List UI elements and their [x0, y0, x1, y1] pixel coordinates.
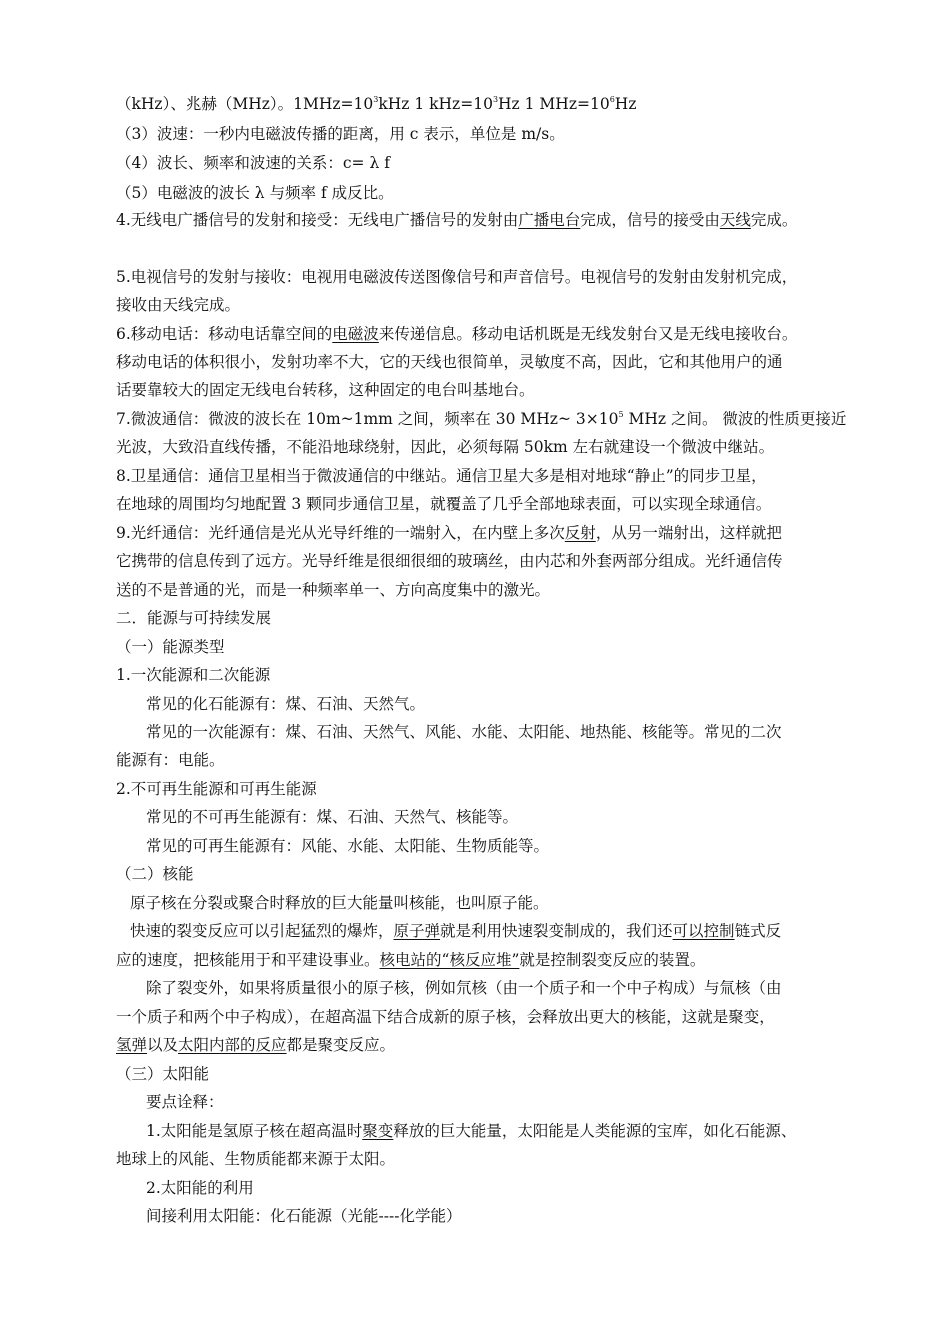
text-line: 氢弹以及太阳内部的反应都是聚变反应。 [116, 1036, 396, 1054]
text-line: 在地球的周围均匀地配置 3 颗同步通信卫星，就覆盖了几乎全部地球表面，可以实现全球通信。 [116, 495, 772, 513]
subsection-heading: （二）核能 [116, 865, 194, 883]
subsection-heading: （一）能源类型 [116, 638, 225, 656]
text-line: 8.卫星通信：通信卫星相当于微波通信的中继站。通信卫星大多是相对地球“静止”的同步卫星， [116, 467, 767, 485]
text-line: （3）波速：一秒内电磁波传播的距离，用 c 表示，单位是 m/s。 [116, 125, 565, 143]
unit-conversion-line: （kHz）、兆赫（MHz）。$1MHz=10^3kHz$ 1 $kHz=10^3Hz$ 1 $MHz=10^6Hz$ [116, 95, 637, 113]
text-line: 2.不可再生能源和可再生能源 [116, 780, 317, 798]
text-line: 常见的不可再生能源有：煤、石油、天然气、核能等。 [146, 808, 519, 826]
text-line: 常见的化石能源有：煤、石油、天然气。 [146, 695, 426, 713]
text-line: 原子核在分裂或聚合时释放的巨大能量叫核能，也叫原子能。 [130, 894, 549, 912]
text-line: 应的速度，把核能用于和平建设事业。核电站的“核反应堆”就是控制裂变反应的装置。 [116, 951, 706, 969]
text-line: 送的不是普通的光，而是一种频率单一、方向高度集中的激光。 [116, 581, 551, 599]
text-line: 地球上的风能、生物质能都来源于太阳。 [116, 1150, 396, 1168]
text-line: 6.移动电话：移动电话靠空间的电磁波来传递信息。移动电话机既是无线发射台又是无线电接收台。 [116, 325, 798, 343]
text-line: 话要靠较大的固定无线电台转移，这种固定的电台叫基地台。 [116, 381, 535, 399]
text-line: 一个质子和两个中子构成），在超高温下结合成新的原子核，会释放出更大的核能，这就是聚变， [116, 1008, 775, 1026]
text-line: 快速的裂变反应可以引起猛烈的爆炸，原子弹就是利用快速裂变制成的，我们还可以控制链式反 [130, 922, 782, 940]
section-heading: 二．能源与可持续发展 [116, 609, 272, 627]
text-line: 9.光纤通信：光纤通信是光从光导纤维的一端射入，在内壁上多次反射，从另一端射出，这样就把 [116, 524, 782, 542]
text-line: 移动电话的体积很小，发射功率不大，它的天线也很简单，灵敏度不高，因此，它和其他用户的通 [116, 353, 783, 371]
text-line: 5.电视信号的发射与接收：电视用电磁波传送图像信号和声音信号。电视信号的发射由发射机完成， [116, 268, 798, 286]
text-line: 常见的一次能源有：煤、石油、天然气、风能、水能、太阳能、地热能、核能等。常见的二次 [146, 723, 782, 741]
text-line: 接收由天线完成。 [116, 296, 241, 314]
text-line: 除了裂变外，如果将质量很小的原子核，例如氘核（由一个质子和一个中子构成）与氚核（由 [146, 979, 782, 997]
text-line: （5）电磁波的波长 λ 与频率 f 成反比。 [116, 184, 394, 202]
text-line: 间接利用太阳能：化石能源（光能----化学能） [146, 1207, 462, 1225]
text-line: 1.太阳能是氢原子核在超高温时聚变释放的巨大能量，太阳能是人类能源的宝库，如化石能源、 [146, 1122, 797, 1140]
text-line: 4.无线电广播信号的发射和接受：无线电广播信号的发射由广播电台完成，信号的接受由天线完成。 [116, 211, 798, 229]
text-line: 要点诠释： [146, 1093, 224, 1111]
text-line: （4）波长、频率和波速的关系：c= λ f [116, 154, 390, 172]
text-line: 常见的可再生能源有：风能、水能、太阳能、生物质能等。 [146, 837, 550, 855]
subsection-heading: （三）太阳能 [116, 1065, 210, 1083]
text-line: 1.一次能源和二次能源 [116, 666, 271, 684]
text-line: 光波，大致沿直线传播，不能沿地球绕射，因此，必须每隔 50km 左右就建设一个微波中继站。 [116, 438, 775, 456]
text-line: 7.微波通信：微波的波长在 10m~1mm 之间，频率在 30 MHz~ $3\times 10^5$ MHz 之间。 微波的性质更接近 [116, 410, 847, 428]
text-line: 能源有：电能。 [116, 751, 225, 769]
text-line: 它携带的信息传到了远方。光导纤维是很细很细的玻璃丝，由内芯和外套两部分组成。光纤通信传 [116, 552, 783, 570]
text-line: 2.太阳能的利用 [146, 1179, 254, 1197]
